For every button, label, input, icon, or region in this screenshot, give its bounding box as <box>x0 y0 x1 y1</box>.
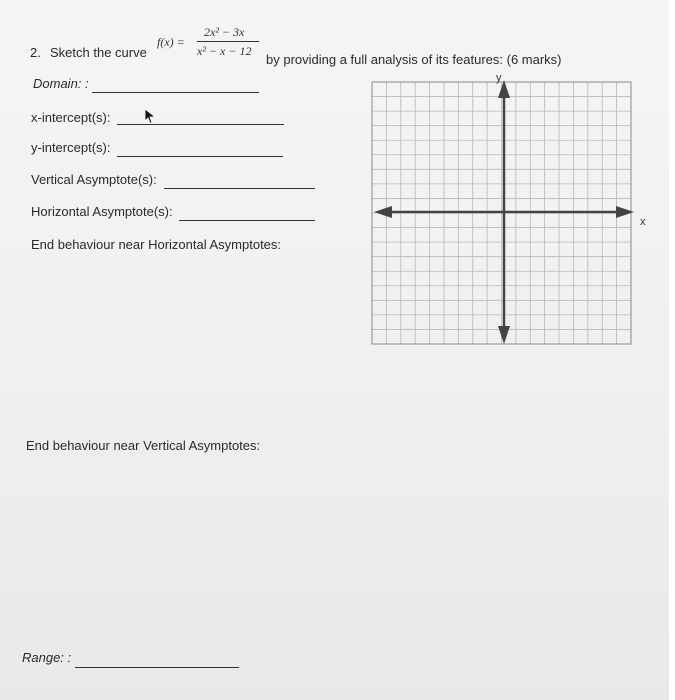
range-label: Range: : <box>22 650 72 665</box>
vertical-asymptote-answer-line[interactable] <box>164 188 315 189</box>
y-axis-label: y <box>496 74 502 84</box>
question-number: 2. <box>30 45 41 60</box>
x-axis-label: x <box>640 216 646 228</box>
fraction-bar <box>197 41 259 42</box>
end-behaviour-vertical-label: End behaviour near Vertical Asymptotes: <box>26 438 261 453</box>
question-suffix: by providing a full analysis of its features: (6 marks) <box>266 52 562 67</box>
coordinate-grid[interactable] <box>368 74 670 354</box>
domain-label: Domain: : <box>33 76 89 91</box>
formula-numerator: 2x² − 3x <box>204 25 245 39</box>
vertical-asymptote-label: Vertical Asymptote(s): <box>31 172 157 187</box>
x-intercept-label: x-intercept(s): <box>31 110 111 125</box>
y-intercept-answer-line[interactable] <box>117 156 283 157</box>
function-lhs: f(x) = <box>157 35 185 49</box>
x-intercept-answer-line[interactable] <box>117 124 284 125</box>
range-answer-line[interactable] <box>75 667 239 668</box>
y-axis-down-arrow-icon <box>498 326 510 344</box>
domain-answer-line[interactable] <box>92 92 259 93</box>
horizontal-asymptote-answer-line[interactable] <box>179 220 315 221</box>
horizontal-asymptote-label: Horizontal Asymptote(s): <box>31 204 173 219</box>
question-prefix: Sketch the curve <box>50 45 147 60</box>
formula-denominator: x² − x − 12 <box>197 44 252 58</box>
x-axis-left-arrow-icon <box>374 206 392 218</box>
y-intercept-label: y-intercept(s): <box>31 140 111 155</box>
mouse-cursor-icon <box>143 108 157 124</box>
end-behaviour-horizontal-label: End behaviour near Horizontal Asymptotes: <box>31 237 282 252</box>
